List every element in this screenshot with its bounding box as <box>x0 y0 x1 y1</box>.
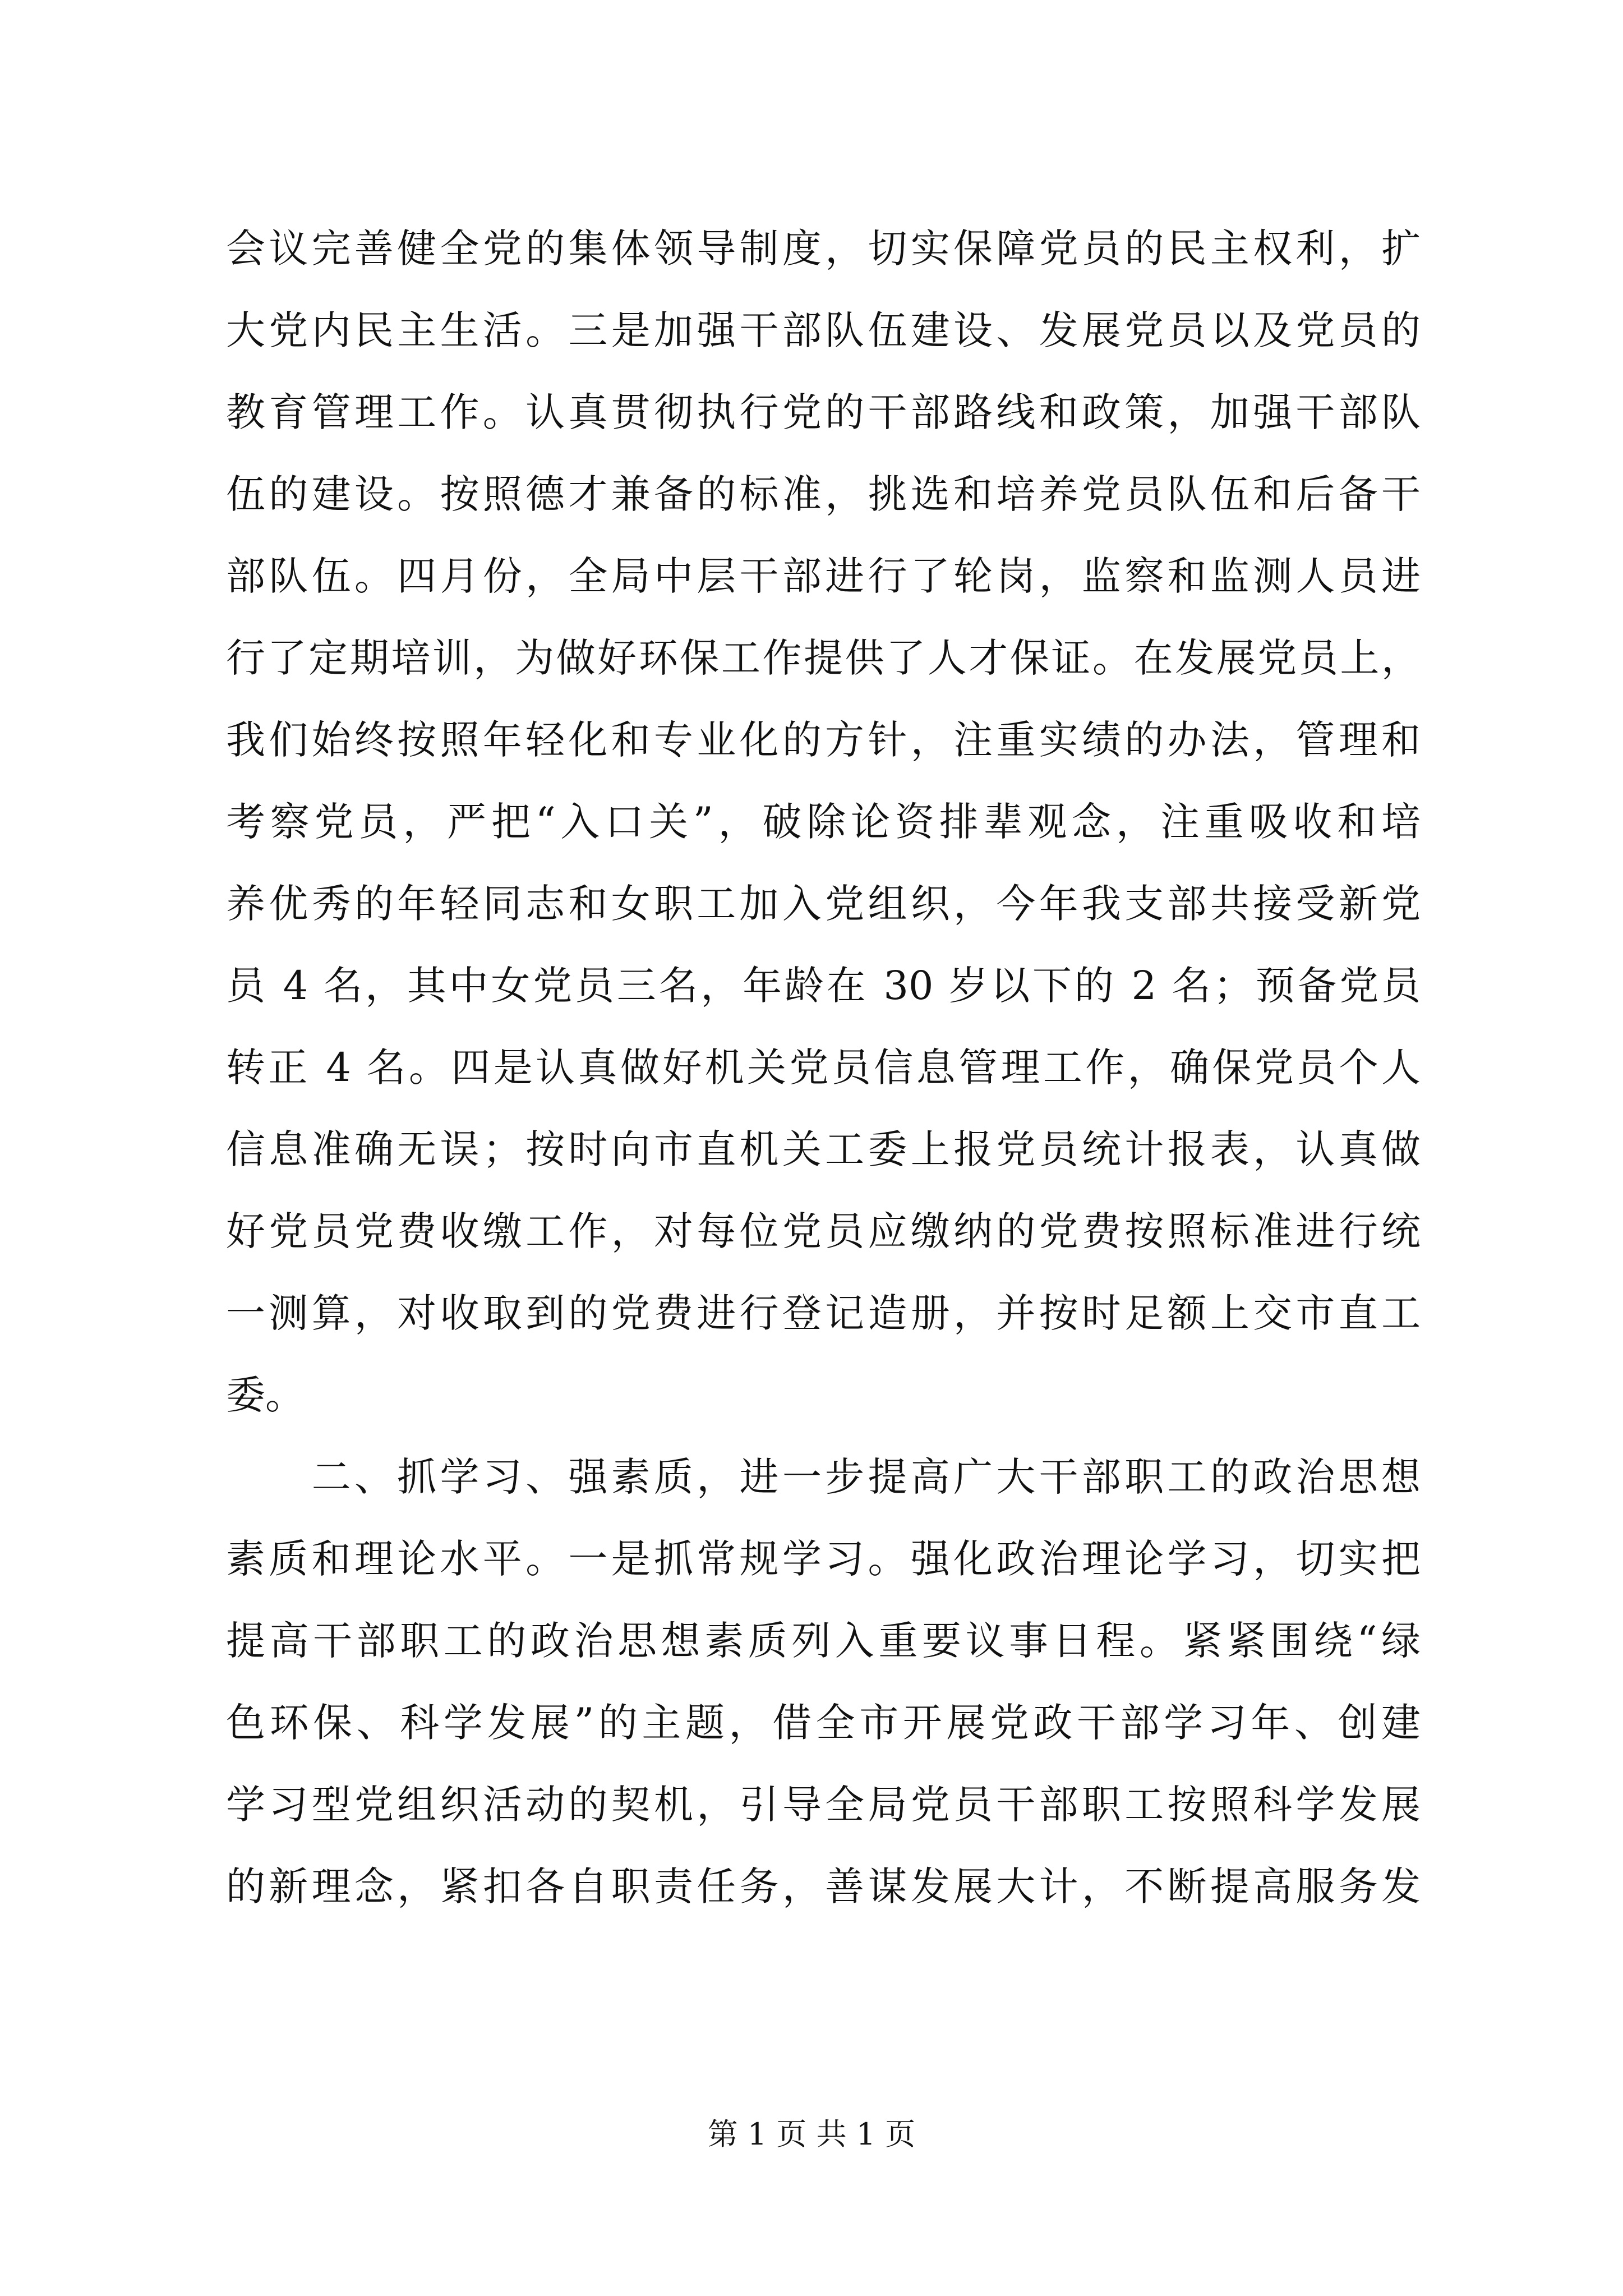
text-line: 转正 4 名。四是认真做好机关党员信息管理工作，确保党员个人 <box>226 1045 1421 1091</box>
text-line: 养优秀的年轻同志和女职工加入党组织，今年我支部共接受新党 <box>226 881 1421 927</box>
text-line: 提高干部职工的政治思想素质列入重要议事日程。紧紧围绕“绿 <box>226 1618 1421 1664</box>
page-number-label: 第 1 页 共 1 页 <box>707 2116 916 2152</box>
text-line: 好党员党费收缴工作，对每位党员应缴纳的党费按照标准进行统 <box>226 1208 1421 1254</box>
text-line: 行了定期培训，为做好环保工作提供了人才保证。在发展党员上， <box>226 635 1421 681</box>
text-line: 一测算，对收取到的党费进行登记造册，并按时足额上交市直工 <box>226 1290 1421 1336</box>
text-line: 部队伍。四月份，全局中层干部进行了轮岗，监察和监测人员进 <box>226 553 1421 599</box>
text-line: 我们始终按照年轻化和专业化的方针，注重实绩的办法，管理和 <box>226 717 1421 763</box>
text-line: 考察党员，严把“入口关”，破除论资排辈观念，注重吸收和培 <box>226 799 1421 845</box>
page-footer <box>0 2112 1623 2157</box>
body-text <box>226 208 1421 1927</box>
text-line: 大党内民主生活。三是加强干部队伍建设、发展党员以及党员的 <box>226 307 1421 353</box>
text-line: 二、抓学习、强素质，进一步提高广大干部职工的政治思想 <box>226 1454 1421 1500</box>
text-line: 委。 <box>226 1372 305 1418</box>
text-line: 教育管理工作。认真贯彻执行党的干部路线和政策，加强干部队 <box>226 389 1421 435</box>
text-line: 的新理念，紧扣各自职责任务，善谋发展大计，不断提高服务发 <box>226 1864 1421 1910</box>
text-line: 会议完善健全党的集体领导制度，切实保障党员的民主权利，扩 <box>226 226 1421 272</box>
text-line: 信息准确无误；按时向市直机关工委上报党员统计报表，认真做 <box>226 1126 1421 1172</box>
text-line: 员 4 名，其中女党员三名，年龄在 30 岁以下的 2 名；预备党员 <box>226 963 1421 1009</box>
text-line: 素质和理论水平。一是抓常规学习。强化政治理论学习，切实把 <box>226 1536 1421 1582</box>
text-line: 伍的建设。按照德才兼备的标准，挑选和培养党员队伍和后备干 <box>226 471 1421 517</box>
text-line: 学习型党组织活动的契机，引导全局党员干部职工按照科学发展 <box>226 1782 1421 1828</box>
text-line: 色环保、科学发展”的主题，借全市开展党政干部学习年、创建 <box>226 1700 1421 1746</box>
